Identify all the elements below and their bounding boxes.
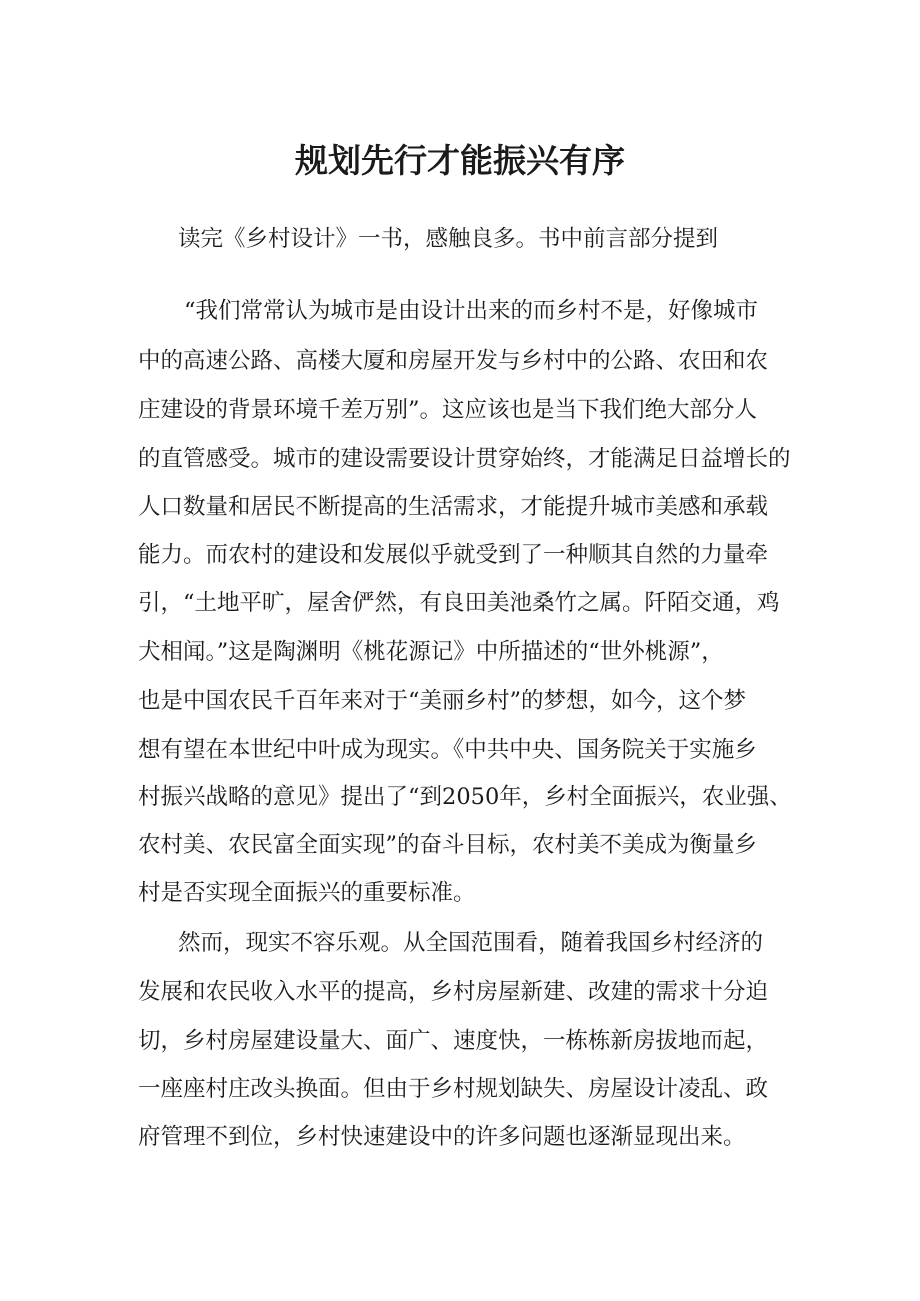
text-line: 想有望在本世纪中叶成为现实。《中共中央、国务院关于实施乡: [138, 737, 757, 763]
text-line: 人口数量和居民不断提高的生活需求，才能提升城市美感和承载: [138, 494, 769, 520]
text-line: 发展和农民收入水平的提高，乡村房屋新建、改建的需求十分迫: [138, 979, 769, 1005]
text-line: 农村美、农民富全面实现”的奋斗目标，农村美不美成为衡量乡: [138, 832, 758, 858]
text-line: 村振兴战略的意见》提出了“到2050年，乡村全面振兴，农业强、: [138, 784, 792, 810]
text-line: 能力。而农村的建设和发展似乎就受到了一种顺其自然的力量牵: [138, 542, 769, 568]
text-line: 庄建设的背景环境千差万别”。这应该也是当下我们绝大部分人: [138, 397, 758, 423]
text-line: 犬相闻。”这是陶渊明《桃花源记》中所描述的“世外桃源”，: [138, 639, 724, 665]
text-line: 的直管感受。城市的建设需要设计贯穿始终，才能满足日益增长的: [138, 446, 791, 472]
text-line: 村是否实现全面振兴的重要标准。: [138, 880, 476, 906]
text-line: 然而，现实不容乐观。从全国范围看，随着我国乡村经济的: [178, 930, 764, 956]
text-line: 府管理不到位，乡村快速建设中的许多问题也逐渐显现出来。: [138, 1124, 746, 1150]
text-line: 中的高速公路、高楼大厦和房屋开发与乡村中的公路、农田和农: [138, 348, 769, 374]
text-line: 读完《乡村设计》一书，感触良多。书中前言部分提到: [178, 226, 719, 252]
text-line: 一座座村庄改头换面。但由于乡村规划缺失、房屋设计凌乱、政: [138, 1076, 769, 1102]
text-line: 切，乡村房屋建设量大、面广、速度快，一栋栋新房拔地而起，: [138, 1028, 769, 1054]
text-line: 引，“土地平旷，屋舍俨然，有良田美池桑竹之属。阡陌交通，鸡: [138, 590, 780, 616]
text-line: 也是中国农民千百年来对于“美丽乡村”的梦想，如今，这个梦: [138, 688, 747, 714]
text-line: “我们常常认为城市是由设计出来的而乡村不是，好像城市: [184, 298, 759, 324]
document-title: 规划先行才能振兴有序: [295, 141, 625, 180]
